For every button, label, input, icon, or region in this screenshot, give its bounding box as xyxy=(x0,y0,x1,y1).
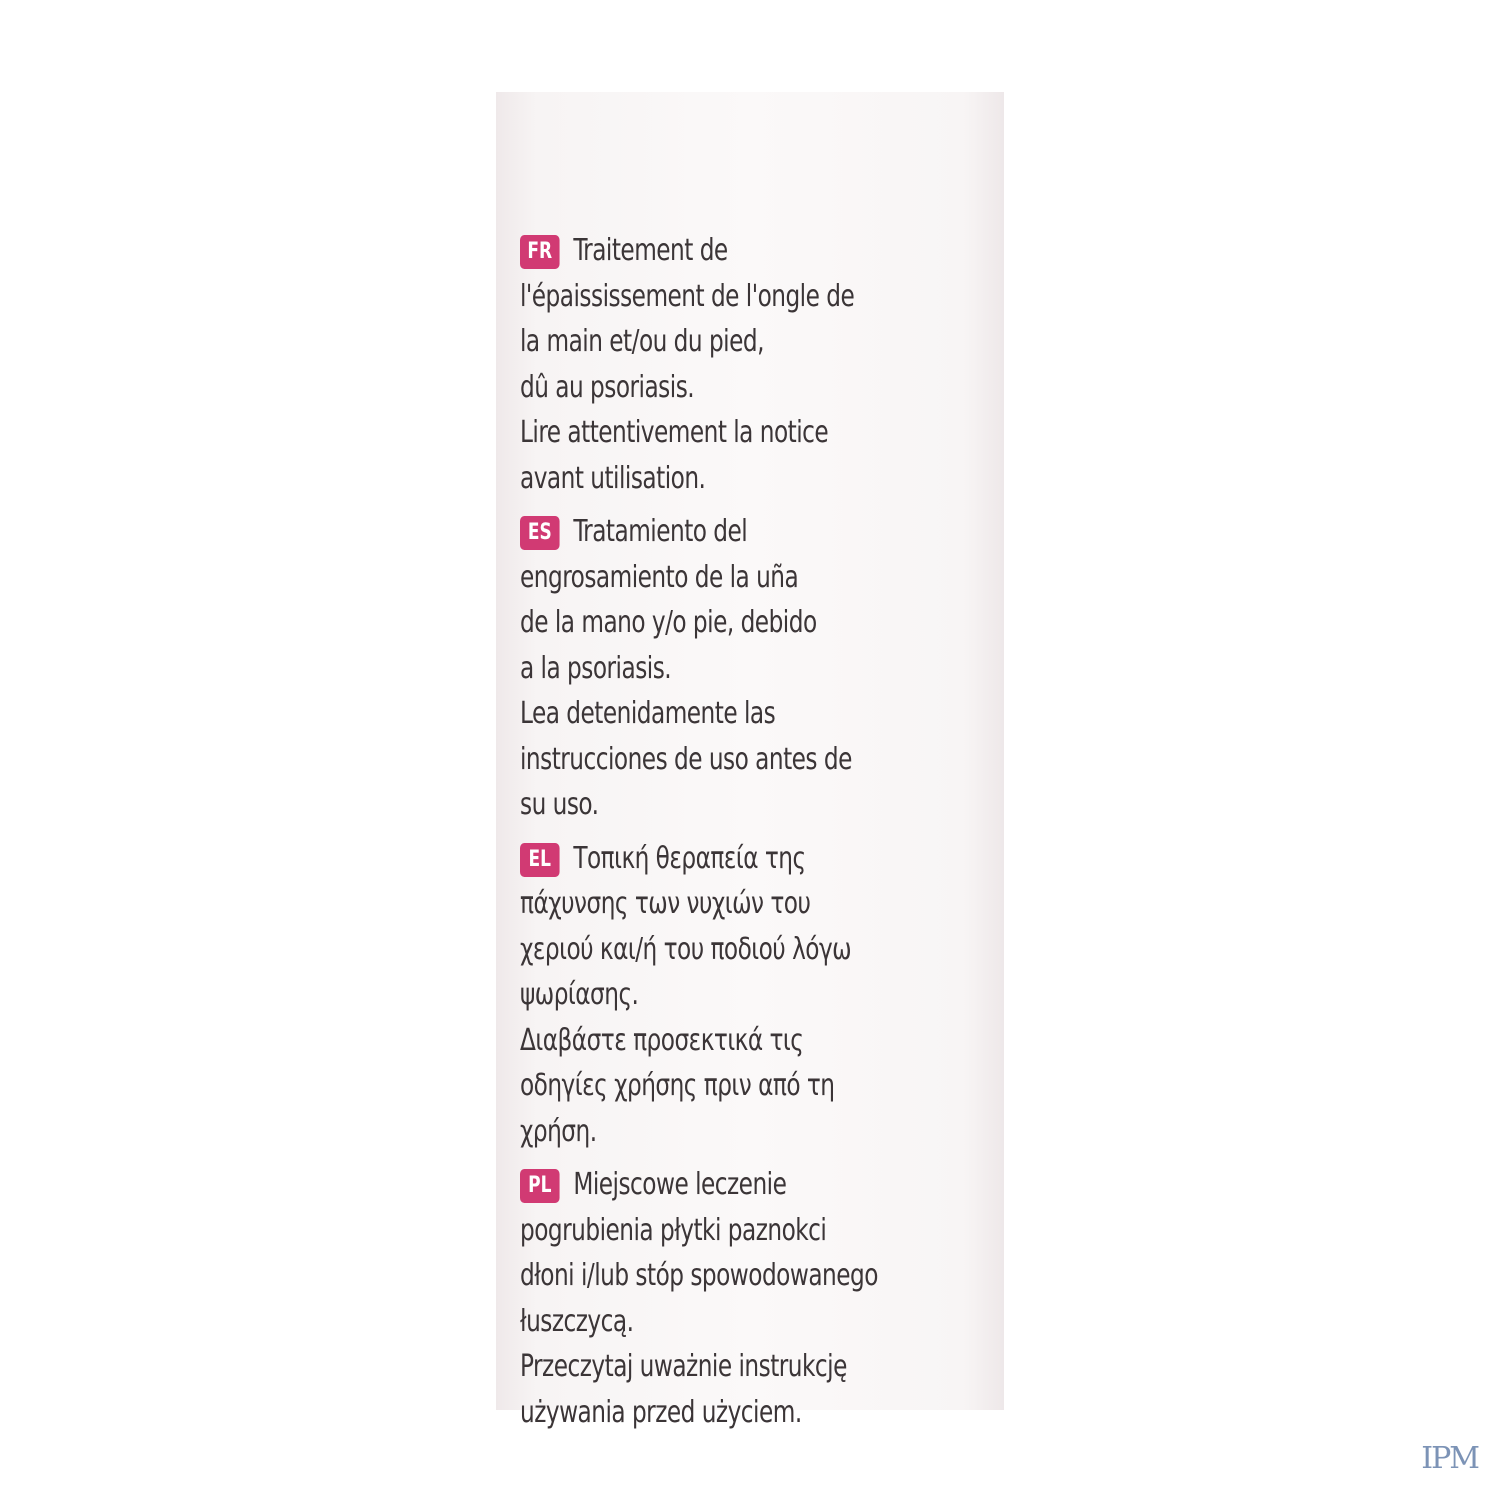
text-line: οδηγίες χρήσης πριν από τη xyxy=(520,1068,835,1103)
section-es xyxy=(520,509,1004,828)
section-el xyxy=(520,836,1004,1155)
language-badge-fr: FR xyxy=(520,235,560,269)
text-line xyxy=(520,1162,936,1208)
line-text: Traitement de xyxy=(573,233,728,268)
text-line xyxy=(520,228,936,274)
text-line: de la mano y/o pie, debido xyxy=(520,605,817,640)
text-line: a la psoriasis. xyxy=(520,650,672,686)
text-line: χρήση. xyxy=(520,1113,597,1149)
language-badge-el: EL xyxy=(520,843,560,877)
text-line: Διαβάστε προσεκτικά τις xyxy=(520,1022,804,1058)
line-text: Tratamiento del xyxy=(573,514,748,549)
section-fr xyxy=(520,228,1004,501)
text-line: dłoni i/lub stóp spowodowanego xyxy=(520,1258,878,1293)
line-text: Miejscowe leczenie xyxy=(573,1167,787,1202)
text-line: engrosamiento de la uña xyxy=(520,559,799,595)
language-badge-es: ES xyxy=(520,516,560,550)
text-line: ψωρίασης. xyxy=(520,977,639,1012)
language-badge-pl: PL xyxy=(520,1169,560,1203)
text-line: l'épaississement de l'ongle de xyxy=(520,278,855,314)
text-line: dû au psoriasis. xyxy=(520,369,695,405)
text-line: instrucciones de uso antes de xyxy=(520,741,852,777)
text-line: la main et/ou du pied, xyxy=(520,324,764,359)
text-line: su uso. xyxy=(520,787,599,822)
text-line xyxy=(520,836,936,882)
text-line xyxy=(520,509,936,555)
text-line: avant utilisation. xyxy=(520,460,706,496)
watermark-logo: IPM xyxy=(1421,1441,1478,1476)
text-line: Lea detenidamente las xyxy=(520,696,776,731)
text-line: χεριού και/ή του ποδιού λόγω xyxy=(520,931,852,967)
section-pl xyxy=(520,1162,1004,1435)
text-line: Przeczytaj uważnie instrukcję xyxy=(520,1349,847,1384)
line-text: Τοπική θεραπεία της xyxy=(573,840,806,876)
text-line: używania przed użyciem. xyxy=(520,1394,802,1430)
package-label xyxy=(496,92,1004,1430)
text-line: πάχυνσης των νυχιών του xyxy=(520,886,811,921)
text-line: pogrubienia płytki paznokci xyxy=(520,1212,827,1248)
text-line: Lire attentivement la notice xyxy=(520,415,829,450)
text-line: łuszczycą. xyxy=(520,1303,634,1339)
